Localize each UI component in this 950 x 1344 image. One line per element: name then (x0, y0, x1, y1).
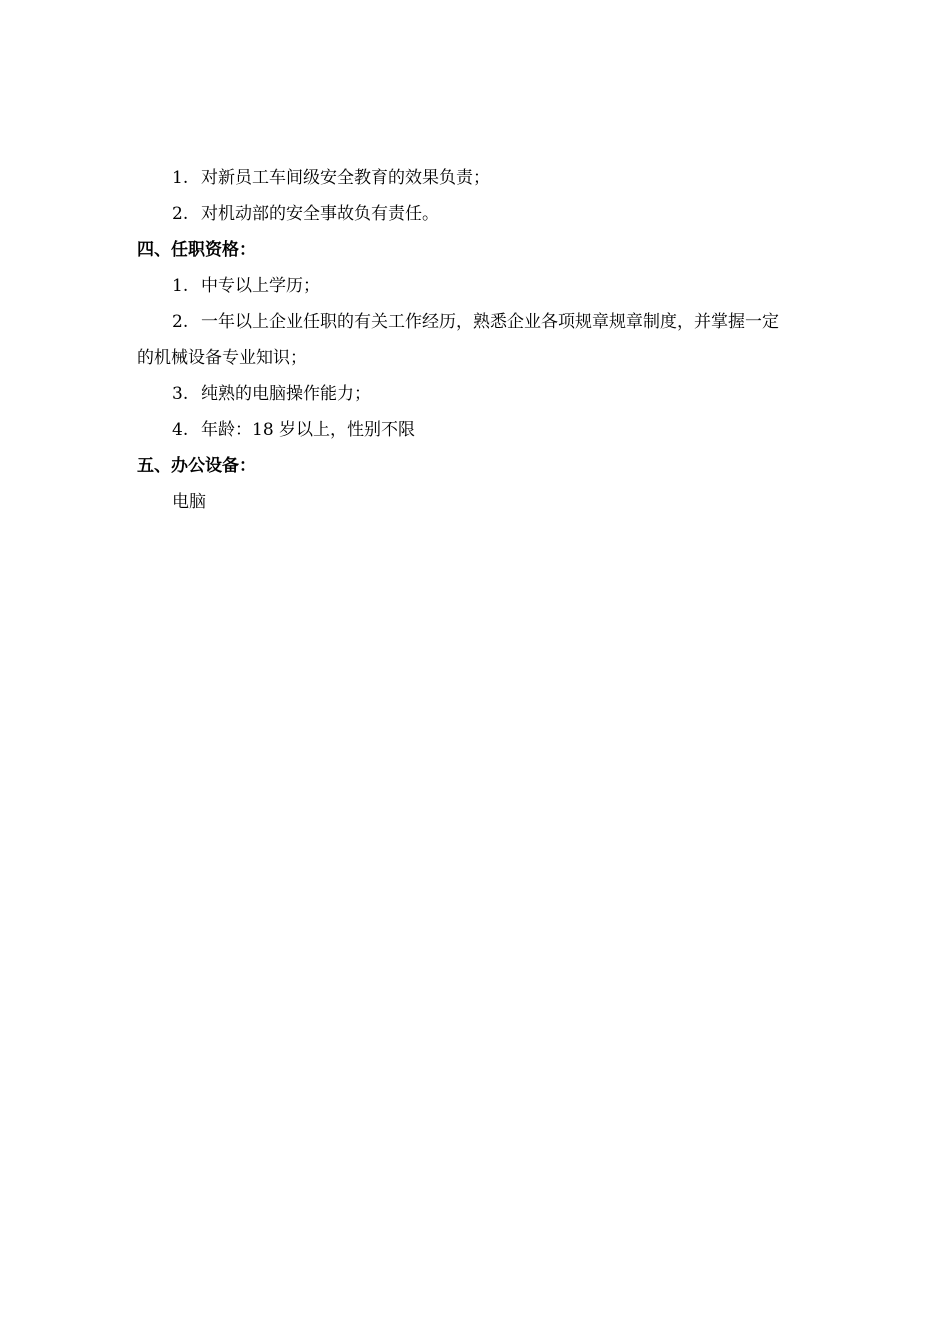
list-item-number: 2. (172, 312, 189, 332)
list-item (137, 304, 859, 376)
list-item-number: 1. (172, 168, 189, 188)
list-item-text: 一年以上企业任职的有关工作经历，熟悉企业各项规章规章制度，并掌握一定 (201, 312, 779, 332)
list-item (137, 196, 859, 232)
list-item-text: 纯熟的电脑操作能力； (201, 384, 371, 404)
list-item-continuation: 的机械设备专业知识； (137, 348, 307, 368)
list-item-text: 年龄：18 岁以上，性别不限 (201, 420, 416, 440)
list-item-number: 4. (172, 420, 189, 440)
list-item (137, 376, 859, 412)
list-item-number: 1. (172, 276, 189, 296)
document-content (137, 160, 859, 520)
list-item-number: 2. (172, 204, 189, 224)
list-item-text: 对新员工车间级安全教育的效果负责； (201, 168, 490, 188)
list-item (137, 160, 859, 196)
list-item (137, 412, 859, 448)
office-equipment-text: 电脑 (172, 492, 206, 512)
section-heading-qualifications: 四、任职资格： (137, 240, 256, 260)
list-item-text: 对机动部的安全事故负有责任。 (201, 204, 439, 224)
list-item-text: 中专以上学历； (201, 276, 320, 296)
list-item-number: 3. (172, 384, 189, 404)
list-item-first-line (137, 304, 859, 340)
section-heading-office-equipment: 五、办公设备： (137, 456, 256, 476)
list-item (137, 268, 859, 304)
